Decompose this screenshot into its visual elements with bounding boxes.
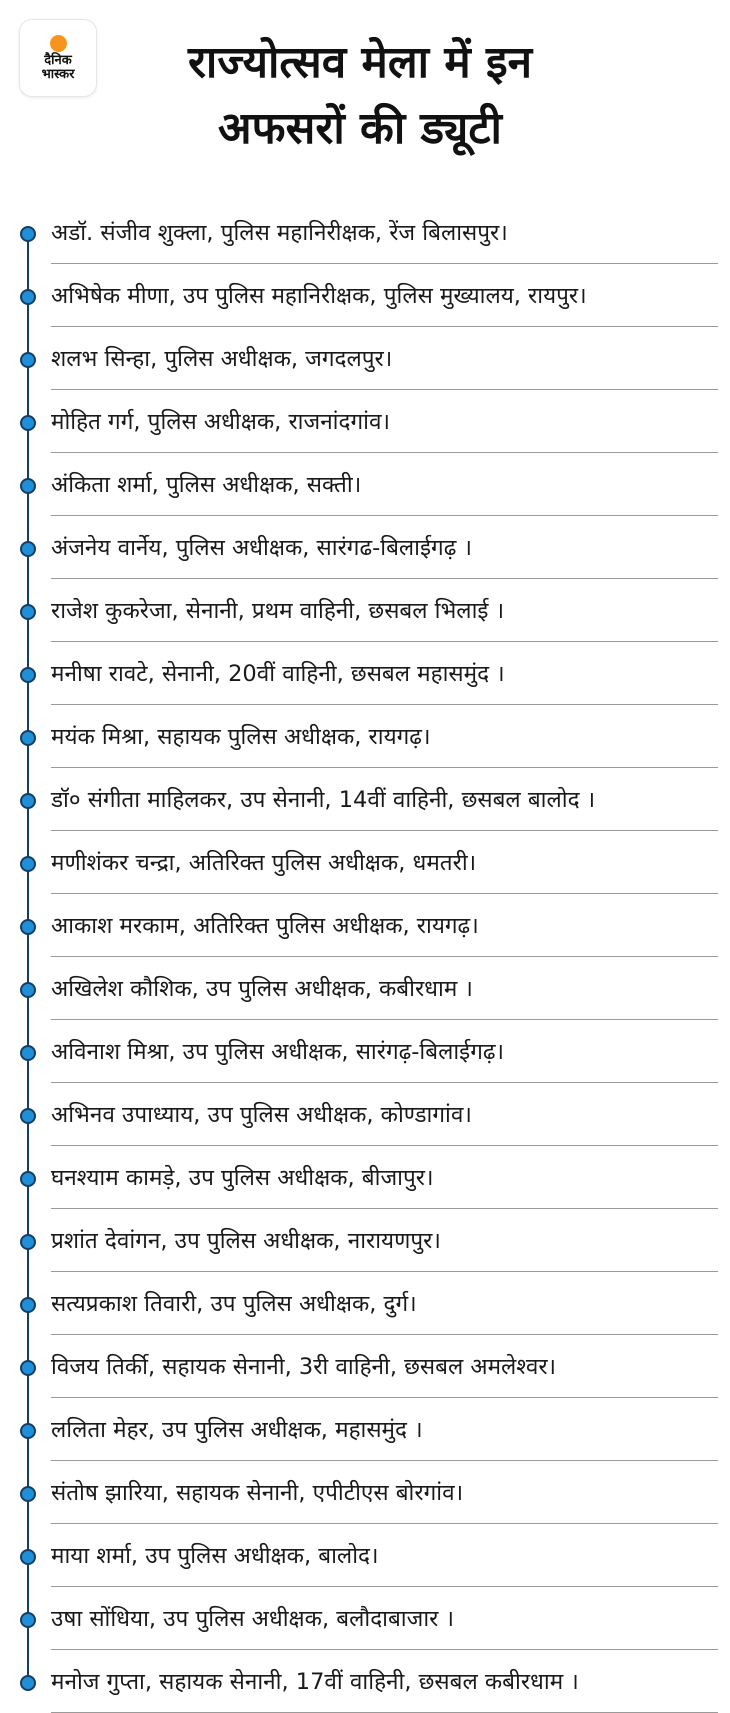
officer-list-item (0, 641, 730, 704)
officer-list-item (0, 515, 730, 578)
officer-entry-text: अंकिता शर्मा, पुलिस अधीक्षक, सक्ती। (51, 472, 362, 498)
logo-line-1: दैनिक (44, 52, 72, 68)
officer-list-item (0, 1460, 730, 1523)
bullet-dot-icon (20, 478, 36, 494)
officer-entry-text: अडॉ. संजीव शुक्ला, पुलिस महानिरीक्षक, रेंज बिलासपुर। (51, 220, 508, 246)
officer-list-item (0, 1523, 730, 1586)
officer-entry-text: राजेश कुकरेजा, सेनानी, प्रथम वाहिनी, छसबल भिलाई । (51, 598, 505, 624)
bullet-dot-icon (20, 667, 36, 683)
bullet-dot-icon (20, 1297, 36, 1313)
bullet-dot-icon (20, 1108, 36, 1124)
sun-icon (50, 35, 67, 52)
bullet-dot-icon (20, 1234, 36, 1250)
officer-list-item (0, 1019, 730, 1082)
officer-entry-text: उषा सोंधिया, उप पुलिस अधीक्षक, बलौदाबाजार । (51, 1606, 455, 1632)
officer-entry-text: अविनाश मिश्रा, उप पुलिस अधीक्षक, सारंगढ़-बिलाईगढ़। (51, 1039, 505, 1065)
officer-list-item (0, 893, 730, 956)
dainik-bhaskar-logo (20, 20, 96, 96)
officer-entry-text: ललिता मेहर, उप पुलिस अधीक्षक, महासमुंद । (51, 1417, 423, 1443)
officer-list-item (0, 1649, 730, 1712)
officer-list-item (0, 767, 730, 830)
officer-entry-text: शलभ सिन्हा, पुलिस अधीक्षक, जगदलपुर। (51, 346, 393, 372)
officer-list-item (0, 956, 730, 1019)
officer-entry-text: मोहित गर्ग, पुलिस अधीक्षक, राजनांदगांव। (51, 409, 390, 435)
officer-list-item (0, 1586, 730, 1649)
officer-entry-text: मणीशंकर चन्द्रा, अतिरिक्त पुलिस अधीक्षक, धमतरी। (51, 850, 477, 876)
bullet-dot-icon (20, 1171, 36, 1187)
bullet-dot-icon (20, 289, 36, 305)
title-line-1: राज्योत्सव मेला में इन (187, 37, 533, 88)
officer-entry-text: अंजनेय वार्नेय, पुलिस अधीक्षक, सारंगढ-बिलाईगढ़ । (51, 535, 473, 561)
officer-entry-text: मनीषा रावटे, सेनानी, 20वीं वाहिनी, छसबल महासमुंद । (51, 661, 505, 687)
bullet-dot-icon (20, 793, 36, 809)
bullet-dot-icon (20, 352, 36, 368)
bullet-dot-icon (20, 1045, 36, 1061)
officer-entry-text: प्रशांत देवांगन, उप पुलिस अधीक्षक, नारायणपुर। (51, 1228, 441, 1254)
bullet-dot-icon (20, 730, 36, 746)
officer-list-item (0, 1271, 730, 1334)
officer-list-item (0, 578, 730, 641)
officer-list-item (0, 704, 730, 767)
officer-list-item (0, 1208, 730, 1271)
bullet-dot-icon (20, 415, 36, 431)
officer-list-item (0, 1334, 730, 1397)
officer-list-item (0, 263, 730, 326)
bullet-dot-icon (20, 1486, 36, 1502)
officer-entry-text: माया शर्मा, उप पुलिस अधीक्षक, बालोद। (51, 1543, 379, 1569)
header (0, 0, 730, 200)
bullet-dot-icon (20, 1360, 36, 1376)
officer-entry-text: मयंक मिश्रा, सहायक पुलिस अधीक्षक, रायगढ़। (51, 724, 431, 750)
officer-list-item (0, 326, 730, 389)
bullet-dot-icon (20, 856, 36, 872)
officer-entry-text: अखिलेश कौशिक, उप पुलिस अधीक्षक, कबीरधाम । (51, 976, 473, 1002)
officer-list-item (0, 389, 730, 452)
officer-list-item (0, 452, 730, 515)
bullet-dot-icon (20, 604, 36, 620)
officer-list-item (0, 1145, 730, 1208)
officer-list-item (0, 830, 730, 893)
officer-entry-text: डॉ० संगीता माहिलकर, उप सेनानी, 14वीं वाहिनी, छसबल बालोद । (51, 787, 596, 813)
officer-list-item (0, 1397, 730, 1460)
officer-entry-text: घनश्याम कामड़े, उप पुलिस अधीक्षक, बीजापुर। (51, 1165, 434, 1191)
logo-line-2: भास्कर (41, 66, 75, 82)
officer-entry-text: आकाश मरकाम, अतिरिक्त पुलिस अधीक्षक, रायगढ़। (51, 913, 479, 939)
page-title (100, 30, 620, 162)
bullet-dot-icon (20, 226, 36, 242)
officer-entry-text: सत्यप्रकाश तिवारी, उप पुलिस अधीक्षक, दुर्ग। (51, 1291, 417, 1317)
bullet-dot-icon (20, 1675, 36, 1691)
officer-entry-text: अभिनव उपाध्याय, उप पुलिस अधीक्षक, कोण्डागांव। (51, 1102, 472, 1128)
bullet-dot-icon (20, 1549, 36, 1565)
officer-entry-text: मनोज गुप्ता, सहायक सेनानी, 17वीं वाहिनी, छसबल कबीरधाम । (51, 1669, 579, 1695)
title-line-2: अफसरों की ड्यूटी (218, 103, 502, 154)
officer-list-item (0, 1082, 730, 1145)
officer-entry-text: विजय तिर्की, सहायक सेनानी, 3री वाहिनी, छसबल अमलेश्वर। (51, 1354, 557, 1380)
officer-list-item (0, 200, 730, 263)
bullet-dot-icon (20, 982, 36, 998)
officer-entry-text: अभिषेक मीणा, उप पुलिस महानिरीक्षक, पुलिस मुख्यालय, रायपुर। (51, 283, 587, 309)
bullet-dot-icon (20, 919, 36, 935)
officer-entry-text: संतोष झारिया, सहायक सेनानी, एपीटीएस बोरगांव। (51, 1480, 464, 1506)
bullet-dot-icon (20, 541, 36, 557)
bullet-dot-icon (20, 1612, 36, 1628)
bullet-dot-icon (20, 1423, 36, 1439)
